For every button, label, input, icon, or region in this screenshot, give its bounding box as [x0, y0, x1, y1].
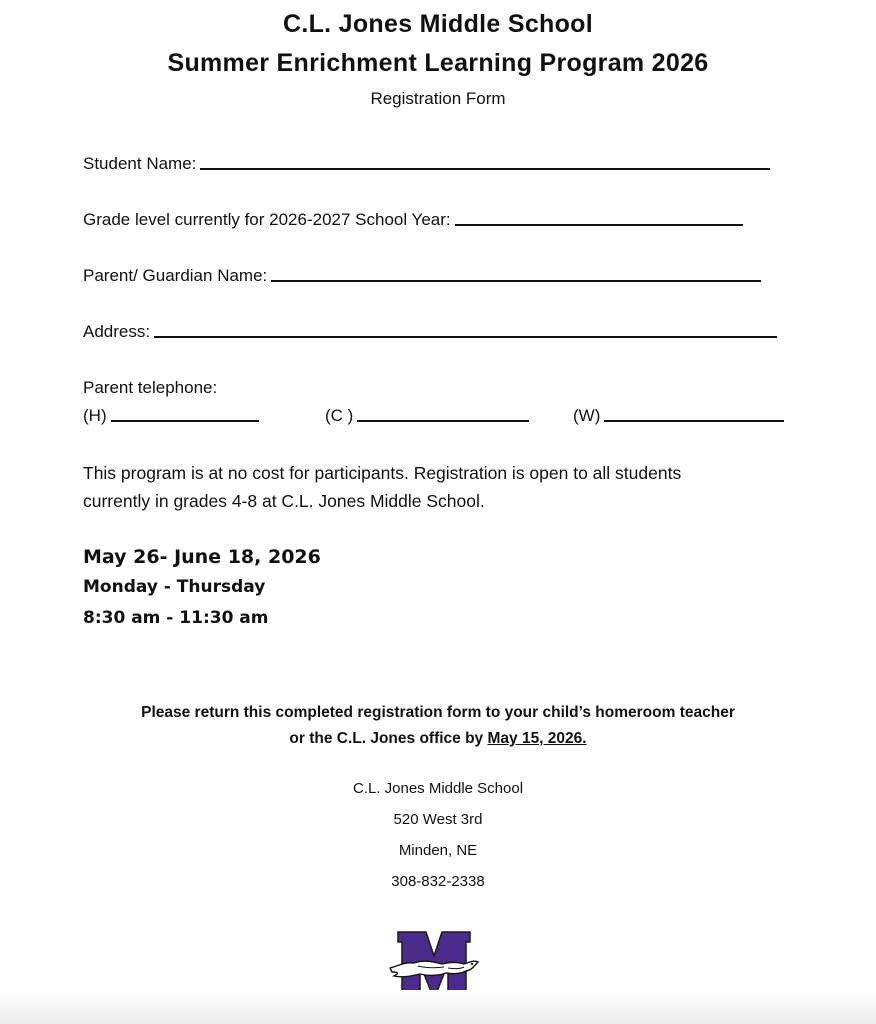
grade-level-field	[83, 210, 743, 230]
schedule-days: Monday - Thursday	[83, 577, 266, 597]
phone-home-field	[83, 406, 259, 426]
return-line-1: Please return this completed registration form to your child’s homeroom teacher	[141, 704, 735, 721]
return-line-2-prefix: or the C.L. Jones office by	[289, 730, 484, 747]
form-title: Registration Form	[370, 89, 506, 108]
student-name-label: Student Name:	[83, 154, 197, 173]
phone-work-blank[interactable]	[604, 420, 784, 422]
phone-home-label: (H)	[83, 406, 107, 425]
student-name-blank[interactable]	[200, 168, 770, 170]
phone-work-label: (W)	[573, 406, 601, 425]
contact-street: 520 West 3rd	[393, 811, 483, 828]
program-title-heading: Summer Enrichment Learning Program 2026	[167, 49, 709, 77]
contact-school-name: C.L. Jones Middle School	[352, 780, 524, 797]
phone-home-blank[interactable]	[111, 420, 259, 422]
address-field	[83, 322, 777, 342]
grade-level-label: Grade level currently for 2026-2027 School Year:	[83, 210, 451, 229]
page-bottom-edge	[0, 990, 876, 1024]
school-name-heading: C.L. Jones Middle School	[282, 10, 593, 38]
address-label: Address:	[83, 322, 151, 341]
schedule-dates: May 26- June 18, 2026	[83, 546, 321, 568]
student-name-field	[83, 154, 770, 174]
address-blank[interactable]	[154, 336, 777, 338]
contact-phone: 308-832-2338	[391, 873, 485, 890]
contact-city: Minden, NE	[398, 842, 478, 859]
program-info-paragraph	[83, 459, 783, 515]
parent-name-label: Parent/ Guardian Name:	[83, 266, 268, 285]
parent-telephone-label: Parent telephone:	[83, 378, 218, 397]
return-instructions	[0, 700, 876, 752]
program-info-line-2: currently in grades 4-8 at C.L. Jones Middle School.	[83, 491, 485, 511]
schedule-times: 8:30 am - 11:30 am	[83, 608, 269, 628]
parent-name-field	[83, 266, 761, 286]
phone-work-field	[573, 406, 784, 426]
phone-cell-field	[325, 406, 529, 426]
phone-cell-label: (C )	[325, 406, 354, 425]
return-deadline: May 15, 2026.	[487, 730, 587, 747]
phone-cell-blank[interactable]	[357, 420, 529, 422]
grade-level-blank[interactable]	[455, 224, 743, 226]
parent-name-blank[interactable]	[271, 280, 761, 282]
return-line-2	[0, 726, 876, 752]
program-info-line-1: This program is at no cost for participants. Registration is open to all students	[83, 463, 682, 483]
